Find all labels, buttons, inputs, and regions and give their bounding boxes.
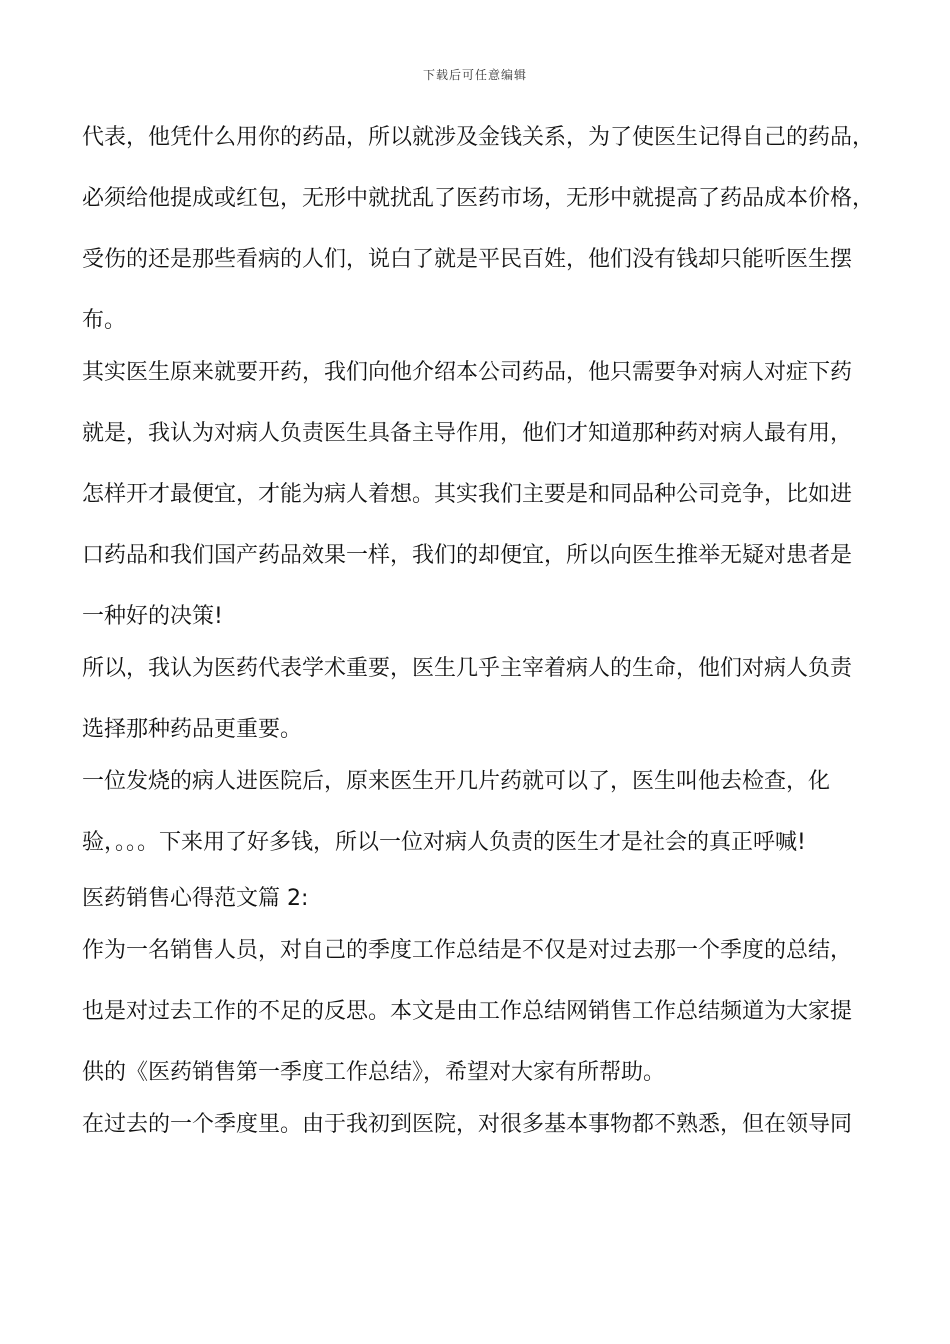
- text-line: 布。: [82, 308, 127, 333]
- text-line: 也是对过去工作的不足的反思。本文是由工作总结网销售工作总结频道为大家提: [82, 999, 853, 1024]
- text-line: 作为一名销售人员，对自己的季度工作总结是不仅是对过去那一个季度的总结，: [82, 938, 853, 963]
- page-header: 下载后可任意编辑: [422, 68, 527, 82]
- text-line: 所以，我认为医药代表学术重要，医生几乎主宰着病人的生命，他们对病人负责: [82, 656, 853, 681]
- text-line: 受伤的还是那些看病的人们，说白了就是平民百姓，他们没有钱却只能听医生摆: [82, 247, 853, 272]
- text-line: 供的《医药销售第一季度工作总结》，希望对大家有所帮助。: [82, 1060, 666, 1085]
- text-line: 怎样开才最便宜，才能为病人着想。其实我们主要是和同品种公司竞争，比如进: [82, 482, 853, 507]
- text-line: 就是，我认为对病人负责医生具备主导作用，他们才知道那种药对病人最有用，: [82, 421, 853, 446]
- text-line: 其实医生原来就要开药，我们向他介绍本公司药品，他只需要争对病人对症下药: [82, 360, 853, 385]
- text-line: 口药品和我们国产药品效果一样，我们的却便宜，所以向医生推举无疑对患者是: [82, 543, 853, 568]
- text-line: 选择那种药品更重要。: [82, 717, 303, 742]
- document-body: [82, 118, 882, 1166]
- text-line: 在过去的一个季度里。由于我初到医院，对很多基本事物都不熟悉，但在领导同: [82, 1112, 853, 1137]
- text-line: 必须给他提成或红包，无形中就扰乱了医药市场，无形中就提高了药品成本价格，: [82, 186, 875, 211]
- section-heading: 医药销售心得范文篇 2:: [82, 886, 309, 911]
- text-line: 代表，他凭什么用你的药品，所以就涉及金钱关系，为了使医生记得自己的药品，: [82, 125, 875, 150]
- text-line: 一位发烧的病人进医院后，原来医生开几片药就可以了，医生叫他去检查，化: [82, 769, 831, 794]
- text-line: 验，。。。下来用了好多钱，所以一位对病人负责的医生才是社会的真正呼喊!: [82, 830, 806, 855]
- text-line: 一种好的决策!: [82, 604, 223, 629]
